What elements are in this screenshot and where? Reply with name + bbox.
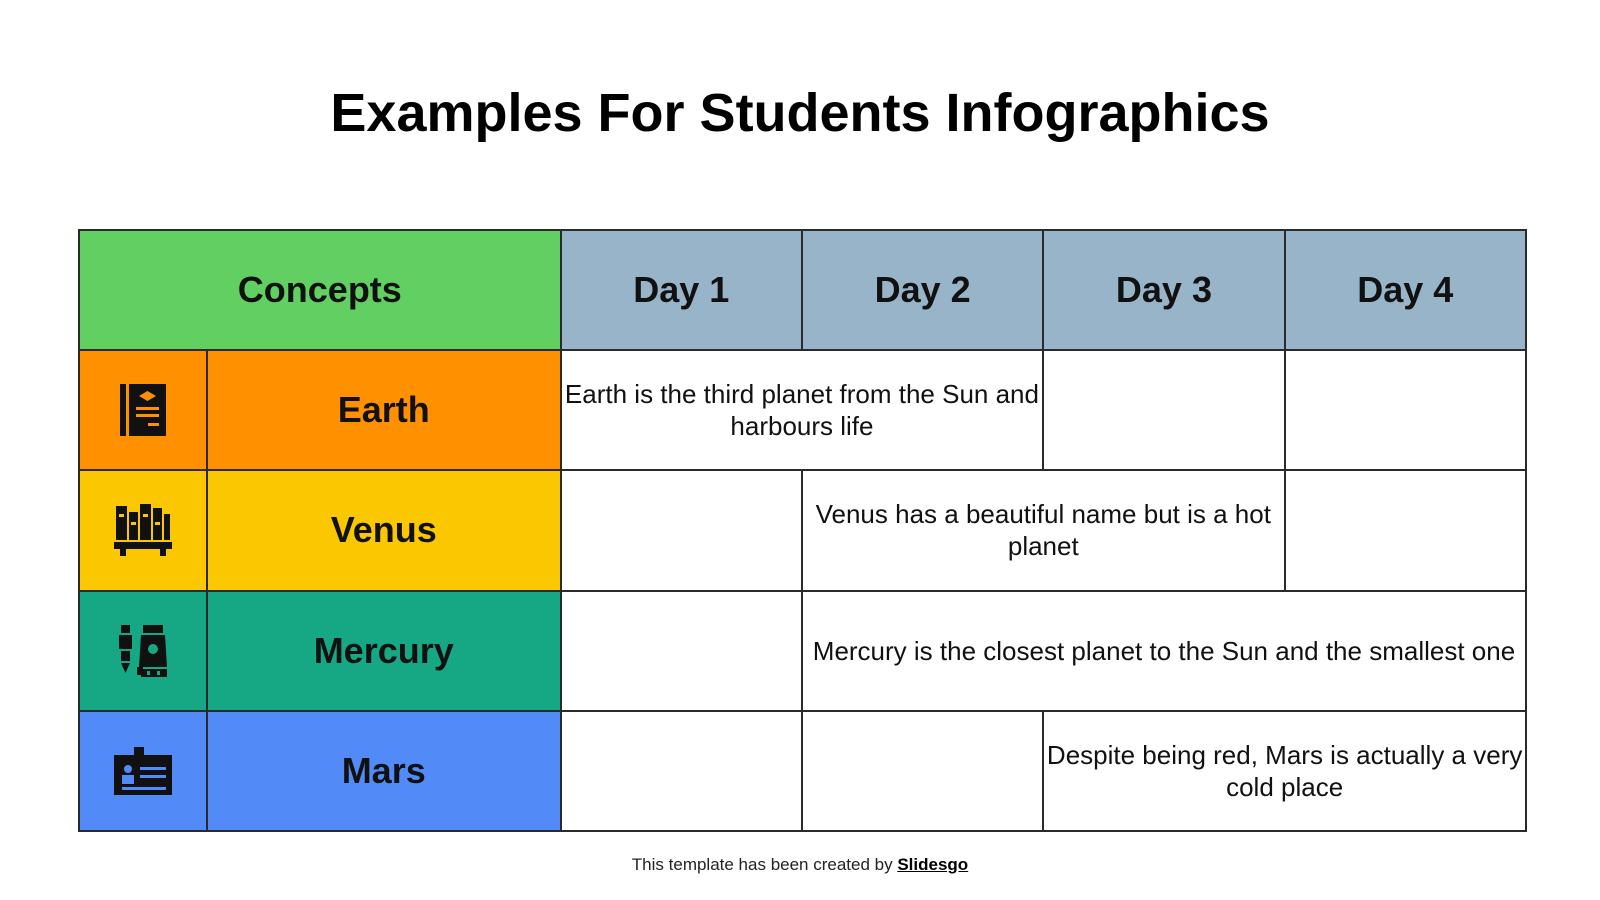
empty-cell <box>561 470 802 590</box>
table-row-venus <box>79 470 1526 590</box>
header-row <box>79 230 1526 350</box>
table-row-earth <box>79 350 1526 470</box>
mars-icon-cell <box>79 711 207 831</box>
empty-cell <box>1043 350 1284 470</box>
slidesgo-link[interactable]: Slidesgo <box>897 855 969 874</box>
day-4-header: Day 4 <box>1285 230 1526 350</box>
concepts-header: Concepts <box>79 230 561 350</box>
empty-cell <box>561 711 802 831</box>
mars-description: Despite being red, Mars is actually a very cold place <box>1043 711 1526 831</box>
empty-cell <box>1285 470 1526 590</box>
empty-cell <box>1285 350 1526 470</box>
earth-description: Earth is the third planet from the Sun and harbours life <box>561 350 1044 470</box>
book-icon <box>118 382 168 438</box>
mercury-description: Mercury is the closest planet to the Sun and the smallest one <box>802 591 1526 711</box>
empty-cell <box>802 711 1043 831</box>
day-1-header: Day 1 <box>561 230 802 350</box>
school-supplies-icon <box>117 623 169 679</box>
id-card-icon <box>114 747 172 795</box>
planet-name: Mars <box>207 711 561 831</box>
table-row-mars <box>79 711 1526 831</box>
day-3-header: Day 3 <box>1043 230 1284 350</box>
table-row-mercury <box>79 591 1526 711</box>
day-2-header: Day 2 <box>802 230 1043 350</box>
earth-icon-cell <box>79 350 207 470</box>
page-title: Examples For Students Infographics <box>330 83 1270 143</box>
planet-name: Mercury <box>207 591 561 711</box>
planet-name: Venus <box>207 470 561 590</box>
planet-name: Earth <box>207 350 561 470</box>
mercury-icon-cell <box>79 591 207 711</box>
schedule-table <box>78 229 1527 832</box>
venus-icon-cell <box>79 470 207 590</box>
venus-description: Venus has a beautiful name but is a hot planet <box>802 470 1285 590</box>
empty-cell <box>561 591 802 711</box>
footer-text: This template has been created by <box>631 855 898 874</box>
bookshelf-icon <box>114 502 172 558</box>
footer <box>0 855 1600 875</box>
